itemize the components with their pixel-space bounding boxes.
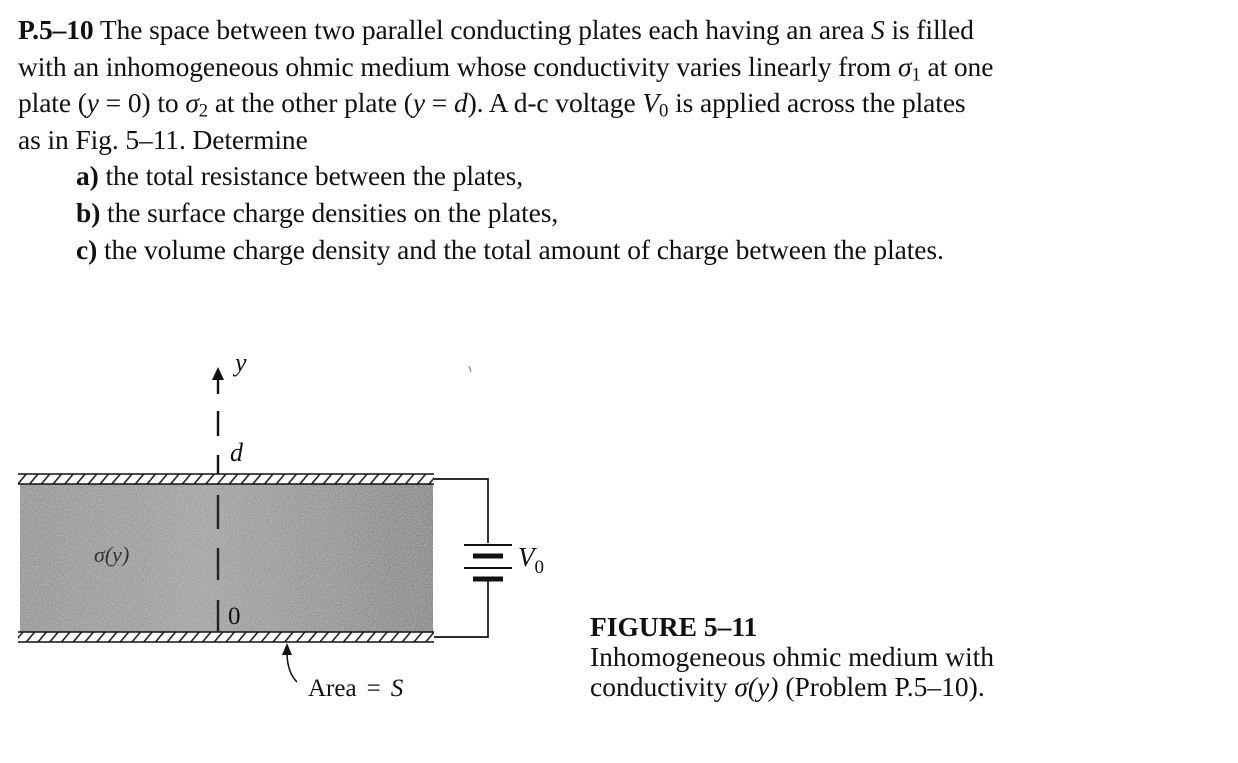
voltage-label (518, 542, 544, 578)
problem-text: is applied across the plates (675, 87, 966, 119)
sigma-symbol: σ (185, 87, 199, 119)
area-pointer (287, 652, 297, 682)
item-label: a) (76, 160, 99, 192)
problem-text: at the other plate ( (214, 87, 413, 119)
subscript: 1 (911, 64, 921, 86)
problem-text: = (431, 87, 448, 119)
item-label: b) (76, 196, 101, 228)
area-symbol: S (871, 14, 885, 45)
d-symbol: d (453, 87, 468, 119)
figure-number: FIGURE 5–11 (590, 611, 758, 642)
problem-id: P.5–10 (18, 14, 94, 45)
area-pointer-arrow-icon (282, 643, 292, 655)
voltage-symbol: V (518, 542, 535, 572)
subscript: 2 (198, 100, 209, 122)
sigma-symbol: σ (897, 50, 912, 82)
y-axis-label: y (235, 348, 247, 377)
caption-text: (Problem P.5–10). (785, 671, 985, 702)
area-word: Area (308, 675, 357, 702)
item-text: the volume charge density and the total amount of charge between the plates. (103, 233, 944, 265)
caption-line-1: Inhomogeneous ohmic medium with (590, 641, 995, 672)
problem-text: = 0) to (105, 87, 179, 119)
y-symbol: y (86, 87, 99, 119)
problem-text: ). A d-c voltage (467, 87, 636, 119)
voltage-symbol: V (642, 87, 660, 119)
area-equals: = (366, 675, 381, 702)
problem-text: is filled (891, 14, 974, 45)
subscript: 0 (659, 100, 669, 122)
item-label: c) (76, 233, 98, 265)
item-text: the total resistance between the plates, (105, 160, 523, 192)
bottom-plate-label: 0 (228, 603, 241, 630)
problem-line-4: as in Fig. 5–11. Determine (18, 123, 308, 155)
problem-text: plate ( (18, 87, 87, 119)
bottom-plate (18, 632, 434, 642)
figure-caption (590, 612, 994, 702)
caption-sigma: σ(y) (734, 671, 779, 702)
item-text: the surface charge densities on the plates, (107, 196, 559, 228)
problem-text: with an inhomogeneous ohmic medium whose conductivity varies linearly from (18, 50, 892, 82)
caption-line-2 (590, 672, 994, 702)
voltage-subscript: 0 (534, 557, 544, 578)
medium-texture (20, 484, 433, 632)
caption-text: conductivity (590, 671, 728, 702)
area-symbol: S (390, 675, 404, 702)
top-plate-label: d (230, 438, 243, 467)
area-label (308, 675, 404, 702)
y-symbol: y (412, 87, 425, 119)
problem-text: at one (927, 50, 994, 82)
conductivity-label: σ(y) (94, 542, 130, 567)
top-plate (18, 474, 434, 484)
battery-icon (464, 545, 512, 579)
stray-mark (469, 366, 471, 372)
problem-text: The space between two parallel conducting plates each having an area (99, 14, 865, 45)
